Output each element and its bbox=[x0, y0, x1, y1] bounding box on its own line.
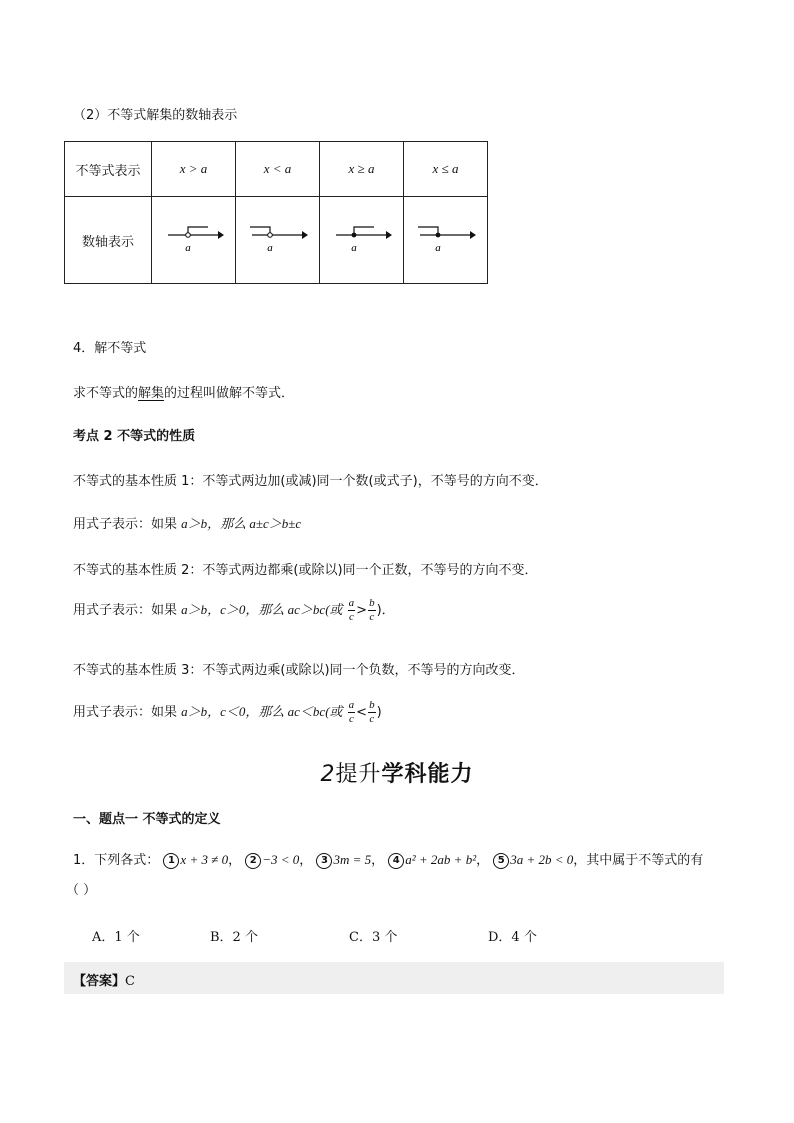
section-title: 2提升学科能力 bbox=[320, 762, 474, 787]
point-label: a bbox=[184, 242, 191, 254]
numberline-cell bbox=[236, 197, 320, 284]
fraction: $\frac{b}{c}$ bbox=[369, 597, 375, 623]
item4-text bbox=[73, 382, 294, 401]
inequality-cell: x < a bbox=[263, 161, 292, 176]
property3-text: 不等式的基本性质 3：不等式两边乘(或除以)同一个负数，不等号的方向改变． bbox=[73, 663, 525, 678]
question1-paren: （ ） bbox=[66, 883, 97, 898]
property2-formula: 用式子表示：如果 a＞b，c＞0，那么 ac＞bc(或 $\frac{a}{c}$ > $\frac{b}{c}$ )． bbox=[73, 597, 395, 623]
kaodian2-title: 考点 2 不等式的性质 bbox=[73, 429, 196, 444]
row-header-numberline: 数轴表示 bbox=[65, 197, 152, 284]
row-header-inequality: 不等式表示 bbox=[65, 142, 152, 197]
answer bbox=[73, 970, 135, 989]
property1-text: 不等式的基本性质 1：不等式两边加(或减)同一个数(或式子)，不等号的方向不变． bbox=[73, 474, 548, 489]
point-label: a bbox=[266, 242, 273, 254]
answer-box bbox=[64, 962, 724, 994]
circled-number-icon: 4 bbox=[388, 853, 404, 869]
point-label: a bbox=[434, 242, 441, 254]
numberline-open-left-icon bbox=[248, 221, 308, 255]
subsection-title: （2）不等式解集的数轴表示 bbox=[73, 108, 238, 123]
number-line-table bbox=[64, 141, 488, 284]
numberline-closed-left-icon bbox=[416, 221, 476, 255]
numberline-cell bbox=[320, 197, 404, 284]
answer-label: 【答案】 bbox=[73, 974, 126, 989]
question1-stem: 1．下列各式： 1 x + 3 ≠ 0， 2 −3 < 0， 3 3m = 5， 4 a² + 2ab + b²， 5 3a + 2b < 0，其中属于不等式的有 bbox=[73, 852, 704, 868]
fraction: $\frac{a}{c}$ bbox=[348, 699, 355, 725]
point-label: a bbox=[350, 242, 357, 254]
item4-text-after: 的过程叫做解不等式． bbox=[164, 386, 295, 401]
answer-value: C bbox=[125, 974, 135, 989]
option-c[interactable]: C．3 个 bbox=[349, 930, 398, 945]
fraction: $\frac{a}{c}$ bbox=[348, 597, 355, 623]
numberline-open-right-icon bbox=[164, 221, 224, 255]
property1-formula: 用式子表示：如果 a＞b，那么 a±c＞b±c bbox=[73, 516, 302, 532]
circled-number-icon: 2 bbox=[245, 853, 261, 869]
circled-number-icon: 1 bbox=[163, 853, 179, 869]
fraction: $\frac{b}{c}$ bbox=[369, 699, 375, 725]
topic1-title: 一、题点一 不等式的定义 bbox=[73, 812, 221, 827]
numberline-closed-right-icon bbox=[332, 221, 392, 255]
item4-text-before: 求不等式的 bbox=[73, 386, 139, 401]
property3-formula: 用式子表示：如果 a＞b，c＜0，那么 ac＜bc(或 $\frac{a}{c}$ < $\frac{b}{c}$ ) bbox=[73, 699, 382, 725]
inequality-cell: x ≤ a bbox=[432, 161, 459, 176]
property2-text: 不等式的基本性质 2：不等式两边都乘(或除以)同一个正数，不等号的方向不变． bbox=[73, 563, 538, 578]
numberline-cell bbox=[404, 197, 488, 284]
item4-text-underlined: 解集 bbox=[138, 386, 165, 401]
inequality-cell: x ≥ a bbox=[348, 161, 375, 176]
option-b[interactable]: B．2 个 bbox=[210, 930, 258, 945]
option-d[interactable]: D．4 个 bbox=[488, 930, 537, 945]
numberline-cell bbox=[152, 197, 236, 284]
item4-title: 4．解不等式 bbox=[73, 341, 147, 356]
option-a[interactable]: A．1 个 bbox=[92, 930, 140, 945]
circled-number-icon: 3 bbox=[316, 853, 332, 869]
inequality-cell: x > a bbox=[179, 161, 208, 176]
circled-number-icon: 5 bbox=[493, 853, 509, 869]
